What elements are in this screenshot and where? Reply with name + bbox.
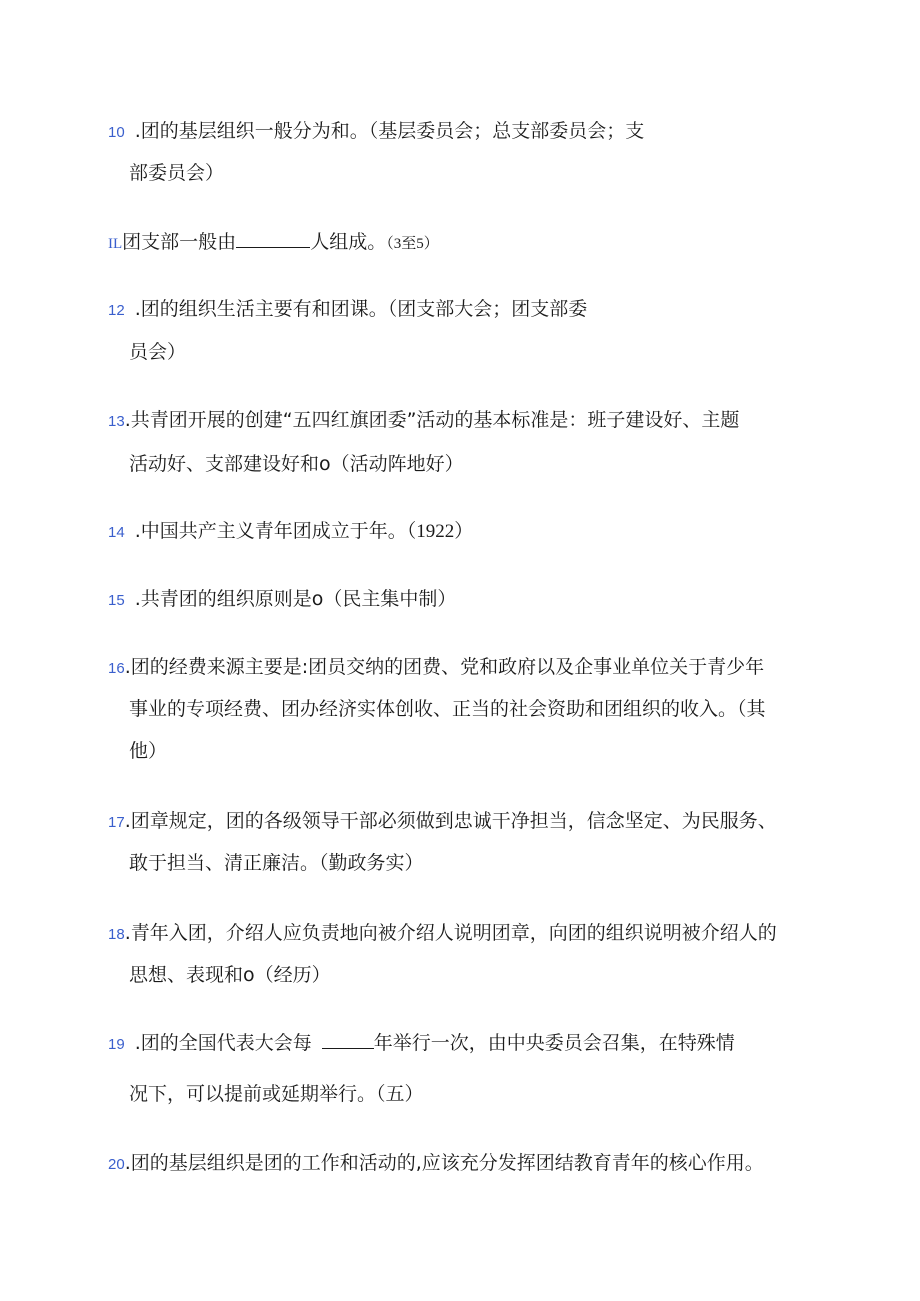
question-10-line-2 bbox=[129, 160, 224, 186]
fill-blank bbox=[236, 229, 310, 248]
question-14-line-1 bbox=[108, 518, 473, 546]
question-number: 19 bbox=[108, 1036, 125, 1053]
fill-blank bbox=[322, 1030, 374, 1049]
question-17-line-2 bbox=[129, 850, 424, 876]
question-11-line-1 bbox=[108, 229, 439, 257]
question-text: 员会） bbox=[129, 341, 187, 363]
question-19-line-1 bbox=[108, 1030, 735, 1058]
question-text: .共青团开展的创建“五四红旗团委”活动的基本标准是：班子建设好、主题 bbox=[124, 409, 740, 431]
answer-text: （3至5） bbox=[386, 236, 439, 252]
question-text: 活动好、支部建设好和o（活动阵地好） bbox=[129, 453, 464, 475]
question-text-after-blank: 年举行一次，由中央委员会召集，在特殊情 bbox=[373, 1032, 735, 1054]
question-16-line-3 bbox=[129, 738, 167, 764]
question-10-line-1 bbox=[108, 118, 644, 146]
question-number: 13 bbox=[108, 413, 125, 430]
question-text: .青年入团，介绍人应负责地向被介绍人说明团章，向团的组织说明被介绍人的 bbox=[124, 922, 777, 944]
question-17-line-1 bbox=[108, 808, 777, 836]
question-text-after-blank: 人组成。 bbox=[310, 231, 387, 253]
question-text: 况下，可以提前或延期举行。（五） bbox=[129, 1083, 424, 1105]
question-text: 敢于担当、清正廉洁。（勤政务实） bbox=[129, 852, 424, 874]
question-18-line-1 bbox=[108, 920, 777, 948]
question-18-line-2 bbox=[129, 962, 331, 988]
question-text: 事业的专项经费、团办经济实体创收、正当的社会资助和团组织的收入。（其 bbox=[129, 698, 766, 720]
question-text: .团的组织生活主要有和团课。（团支部大会；团支部委 bbox=[134, 298, 588, 320]
question-12-line-2 bbox=[129, 339, 186, 365]
question-number: 10 bbox=[108, 124, 125, 141]
question-number: 15 bbox=[108, 592, 125, 609]
question-text: .团章规定，团的各级领导干部必须做到忠诚干净担当，信念坚定、为民服务、 bbox=[124, 810, 777, 832]
question-16-line-2 bbox=[129, 696, 766, 722]
question-text: 他） bbox=[129, 740, 168, 762]
question-15-line-1 bbox=[108, 586, 456, 614]
question-number: 14 bbox=[108, 524, 125, 541]
question-text: 思想、表现和o（经历） bbox=[129, 964, 331, 986]
answer-text: （1922） bbox=[406, 521, 474, 542]
question-16-line-1 bbox=[108, 654, 764, 682]
question-number: 16 bbox=[108, 660, 125, 677]
question-text: .共青团的组织原则是o（民主集中制） bbox=[134, 588, 457, 610]
question-13-line-2 bbox=[129, 451, 464, 477]
question-text: .中国共产主义青年团成立于年。 bbox=[134, 520, 407, 542]
question-number: 12 bbox=[108, 302, 125, 319]
question-text: 部委员会） bbox=[129, 162, 225, 184]
question-number: 20 bbox=[108, 1156, 125, 1173]
question-12-line-1 bbox=[108, 296, 587, 324]
question-20-line-1 bbox=[108, 1150, 764, 1178]
question-text: .团的基层组织一般分为和。（基层委员会；总支部委员会；支 bbox=[134, 120, 645, 142]
question-number: 18 bbox=[108, 926, 125, 943]
question-number: IL bbox=[108, 236, 123, 252]
question-text: .团的经费来源主要是:团员交纳的团费、党和政府以及企事业单位关于青少年 bbox=[124, 656, 765, 678]
question-text-before-blank: .团的全国代表大会每 bbox=[134, 1032, 312, 1054]
question-13-line-1 bbox=[108, 407, 739, 435]
question-19-line-2 bbox=[129, 1081, 424, 1107]
question-number: 17 bbox=[108, 814, 125, 831]
question-text-before-blank: 团支部一般由 bbox=[122, 231, 237, 253]
question-text: .团的基层组织是团的工作和活动的,应该充分发挥团结教育青年的核心作用。 bbox=[124, 1152, 764, 1174]
